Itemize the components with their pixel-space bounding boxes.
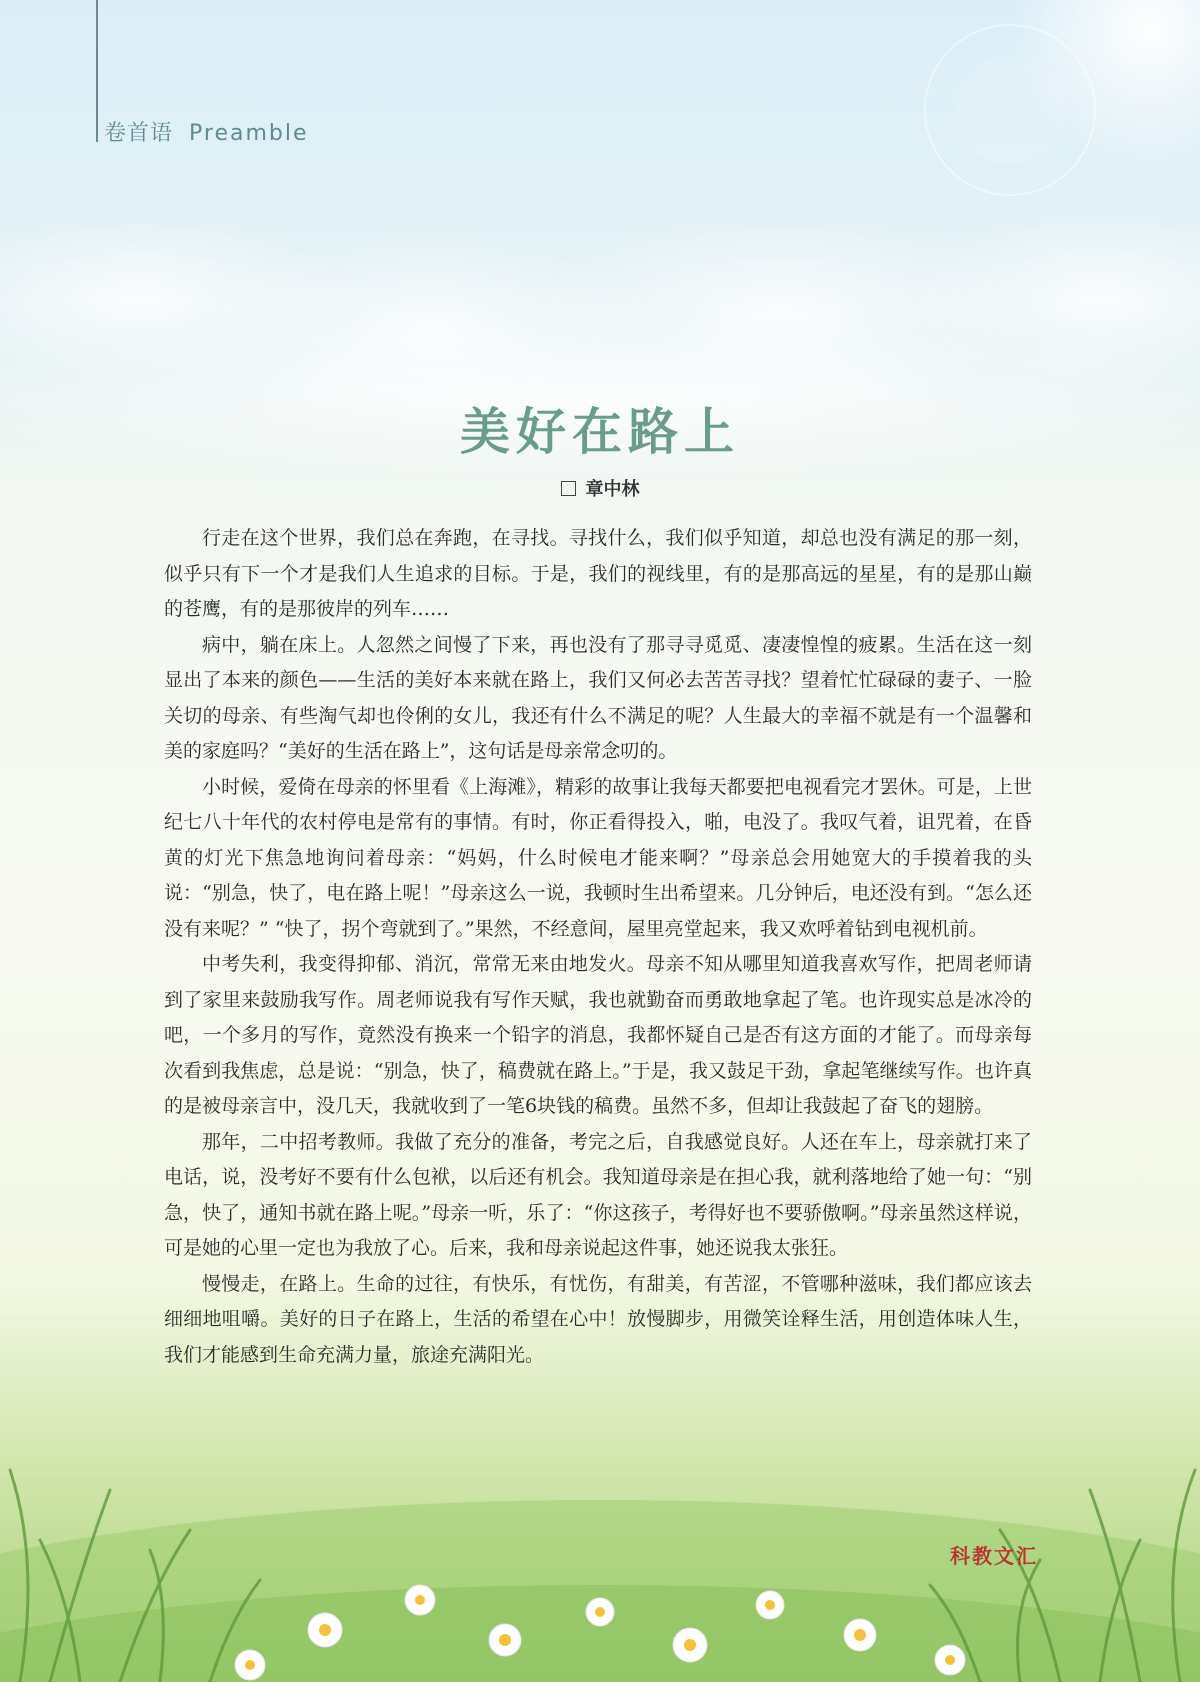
paragraph-2: 病中，躺在床上。人忽然之间慢了下来，再也没有了那寻寻觅觅、凄凄惶惶的疲累。生活在这一刻显出了本来的颜色——生活的美好本来就在路上，我们又何必去苦苦寻找？望着忙忙碌碌的妻子、一脸关切的母亲、有些淘气却也伶俐的女儿，我还有什么不满足的呢？人生最大的幸福不就是有一个温馨和美的家庭吗？“美好的生活在路上”，这句话是母亲常念叨的。 bbox=[164, 633, 1032, 762]
section-label bbox=[104, 116, 309, 147]
paragraph-6: 慢慢走，在路上。生命的过往，有快乐，有忧伤，有甜美，有苦涩，不管哪种滋味，我们都应该去细细地咀嚼。美好的日子在路上，生活的希望在心中！放慢脚步，用微笑诠释生活，用创造体味人生，我们才能感到生命充满力量，旅途充满阳光。 bbox=[164, 1272, 1032, 1366]
header-vertical-rule bbox=[96, 0, 98, 142]
meadow bbox=[0, 1470, 1200, 1682]
magazine-brand: 科教文汇 bbox=[950, 1544, 1038, 1568]
paragraph-4: 中考失利，我变得抑郁、消沉，常常无来由地发火。母亲不知从哪里知道我喜欢写作，把周老师请到了家里来鼓励我写作。周老师说我有写作天赋，我也就勤奋而勇敢地拿起了笔。也许现实总是冰冷的吧，一个多月的写作，竟然没有换来一个铅字的消息，我都怀疑自己是否有这方面的才能了。而母亲每次看到我焦虑，总是说：“别急，快了，稿费就在路上。”于是，我又鼓足干劲，拿起笔继续写作。也许真的是被母亲言中，没几天，我就收到了一笔6块钱的稿费。虽然不多，但却让我鼓起了奋飞的翅膀。 bbox=[164, 953, 1032, 1117]
section-label-cn: 卷首语 bbox=[104, 121, 174, 146]
byline-box-icon bbox=[561, 481, 576, 496]
paragraph-1: 行走在这个世界，我们总在奔跑，在寻找。寻找什么，我们似乎知道，却总也没有满足的那一刻，似乎只有下一个才是我们人生追求的目标。于是，我们的视线里，有的是那高远的星星，有的是那山巅的苍鹰，有的是那彼岸的列车…… bbox=[164, 527, 1032, 620]
byline bbox=[0, 475, 1200, 501]
sun-glow bbox=[925, 0, 1200, 195]
paragraph-3: 小时候，爱倚在母亲的怀里看《上海滩》，精彩的故事让我每天都要把电视看完才罢休。可是，上世纪七八十年代的农村停电是常有的事情。有时，你正看得投入，啪，电没了。我叹气着，诅咒着，在昏黄的灯光下焦急地询问着母亲：“妈妈，什么时候电才能来啊？”母亲总会用她宽大的手摸着我的头说：“别急，快了，电在路上呢！”母亲这么一说，我顿时生出希望来。几分钟后，电还没有到。“怎么还没有来呢？” “快了，拐个弯就到了。”果然，不经意间，屋里亮堂起来，我又欢呼着钻到电视机前。 bbox=[164, 775, 1032, 940]
article-body bbox=[164, 521, 1032, 1373]
article-title: 美好在路上 bbox=[460, 402, 740, 461]
paragraph-5: 那年，二中招考教师。我做了充分的准备，考完之后，自我感觉良好。人还在车上，母亲就打来了电话，说，没考好不要有什么包袱，以后还有机会。我知道母亲是在担心我，就利落地给了她一句：“别急，快了，通知书就在路上呢。”母亲一听，乐了：“你这孩子，考得好也不要骄傲啊。”母亲虽然这样说，可是她的心里一定也为我放了心。后来，我和母亲说起这件事，她还说我太张狂。 bbox=[164, 1130, 1032, 1259]
section-label-en: Preamble bbox=[189, 121, 309, 146]
author-name: 章中林 bbox=[585, 479, 640, 500]
